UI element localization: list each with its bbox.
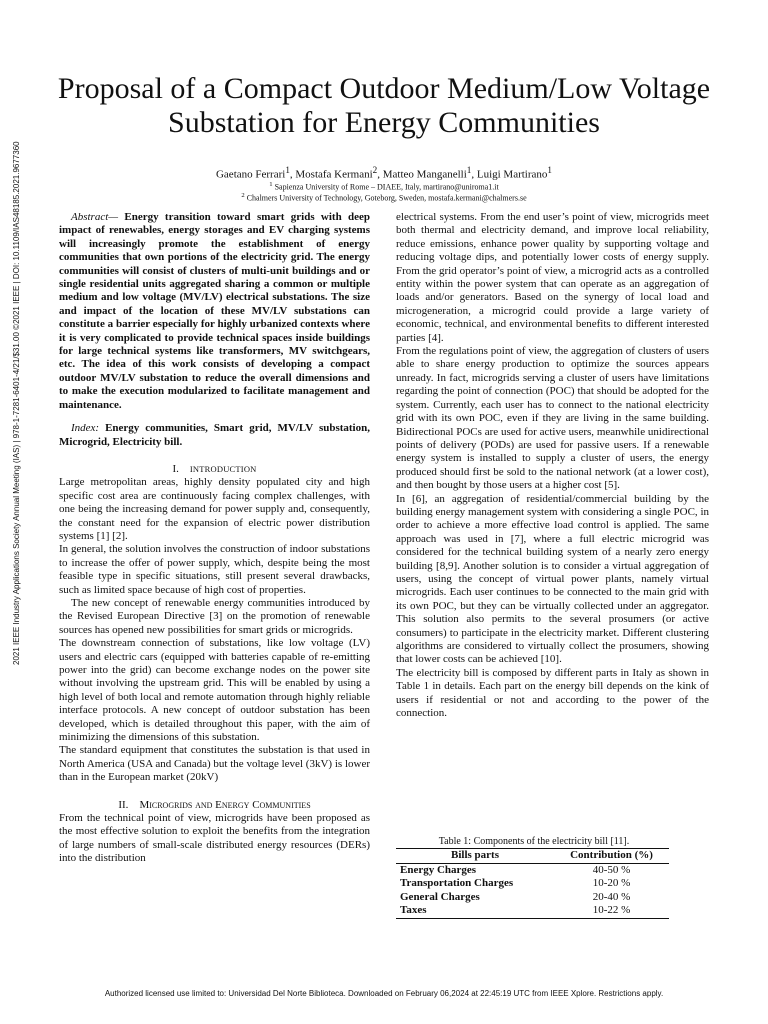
paper-title: Proposal of a Compact Outdoor Medium/Low Voltage Substation for Energy Communities	[57, 72, 711, 139]
table-row: General Charges 20-40 %	[400, 890, 631, 903]
index-terms: Index: Energy communities, Smart grid, MV/LV substation, Microgrid, Electricity bill.	[59, 422, 370, 448]
table-header: Bills parts	[396, 849, 554, 864]
intro-paragraph: The new concept of renewable energy communities introduced by the Revised European Directive [3] on the promotion of renewable sources has opened new possibilities for smart grids or microgrids.	[59, 596, 370, 636]
left-column	[59, 211, 370, 866]
intro-paragraph: The standard equipment that constitutes the substation is that used in North America (USA and Canada) but the voltage level (3kV) is lower than in the European market (20kV)	[59, 744, 370, 784]
table-caption: Table 1: Components of the electricity bill [11].	[438, 836, 630, 847]
table-row: Taxes 10-22 %	[396, 904, 669, 918]
license-footer: Authorized licensed use limited to: Universidad Del Norte Biblioteca. Downloaded on February 06,2024 at 22:45:19 UTC from IEEE Xplore. Restrictions apply.	[104, 989, 664, 998]
table-header: Contribution (%)	[554, 849, 669, 864]
intro-paragraph: The downstream connection of substations, like low voltage (LV) users and electric cars (equipped with batteries capable of re-emitting power into the grid) can become exchange nodes on the power site without involving the upstream grid. This will be enabled by using a high level of both local and remote automation through highly reliable interface protocols. A new concept of outdoor substation has been developed, which is detailed throughout this paper, with the aim of minimizing the dimensions of this substation.	[59, 637, 370, 744]
doi-sidebar: 2021 IEEE Industry Applications Society Annual Meeting (IAS) | 978-1-7281-6401-4/21/$31.00 ©2021 IEEE | DOI: 10.1109/IAS48185.2021.9677360	[12, 141, 21, 665]
author-name: Mostafa Kermani	[295, 168, 373, 181]
body-paragraph: From the regulations point of view, the aggregation of clusters of users able to share energy production to optimize the sources appears unready. In fact, microgrids serving a cluster of users have limitations regarding the point of connection (POC) that should be adopted for the system. Currently, each user has to connect to the national electricity grid with its own POC, even if they are living in the same building. Bidirectional POCs are used for active users, meanwhile unidirectional points of delivery (PODs) are used for passive users. If a renewable energy system is installed to supply a cluster of users, the energy produced should first be sold to the national network (at a lower cost), and then bought by those users at a higher cost [5].	[396, 345, 709, 492]
affiliation-2: $^2$ Chalmers University of Technology, Goteborg, Sweden, mostafa.kermani@chalmers.se	[241, 192, 527, 203]
body-paragraph: The electricity bill is composed by different parts in Italy as shown in Table 1 in details. Each part on the energy bill depends on the kink of users if residential or not and according to the power of the connection.	[396, 666, 709, 720]
right-column	[396, 211, 709, 720]
table-row: Transportation Charges 10-20 %	[400, 877, 631, 889]
section-heading-introduction: I. INTRODUCTION	[172, 462, 257, 475]
affiliation-1: $^1$ Sapienza University of Rome – DIAEE, Italy, martirano@uniroma1.it	[269, 181, 499, 192]
author-list: Gaetano Ferrari$^1$, Mostafa Kermani$^2$, Matteo Manganelli$^1$, Luigi Martirano$^1$	[215, 165, 552, 181]
microgrids-paragraph: From the technical point of view, microgrids have been proposed as the most effective solution to exploit the benefits from the integration of large numbers of small-scale distributed energy resources (DERs) into the distribution	[59, 812, 370, 865]
author-name: Luigi Martirano	[476, 168, 548, 181]
author-name: Matteo Manganelli	[382, 168, 467, 181]
body-paragraph: In [6], an aggregation of residential/commercial building by the building energy management system with considering a single POC, in order to achieve a more effective load control is applied. The same approach was used in [7], where a full electric microgrid was considered for the technical building system of a nearly zero energy building [8,9]. Another solution is to consider a virtual aggregation of users, using the concept of virtual power plants, namely virtual microgrids. Each user continues to be connected to the main grid with its own POC, but they can be virtually collected under an aggregator. This solution also permits to the several prosumers (or active consumers) to participate in the electricity market. Different clustering algorithms are considered to virtually collect the prosumers, showing that lower costs can be achieved [10].	[396, 492, 709, 666]
intro-paragraph: Large metropolitan areas, highly density populated city and high specific cost area are continuously facing complex challenges, with one being the increasing demand for power supply and, consequently, the constant need for the expansion of electric power distribution systems [1] [2].	[59, 476, 370, 542]
intro-paragraph: In general, the solution involves the construction of indoor substations to increase the offer of power supply, which, despite being the most feasible type in specific situations, still present several drawbacks, such as limited space because of high cost of properties.	[59, 543, 370, 596]
table-row: Energy Charges 40-50 %	[400, 863, 631, 876]
body-paragraph: electrical systems. From the end user’s point of view, microgrids meet both thermal and electricity demand, and improve local reliability, reduce emissions, enhance power quality by supporting voltage and reducing voltage dips, and potentially lower costs of energy supply. From the grid operator’s point of view, a microgrid acts as a controlled entity within the power system that can operate as an aggregation of loads and/or generators. Based on the synergy of local load and microgeneration, a microgrid could provide a large variety of economic, technical, and environmental benefits to different interested parties [4].	[396, 211, 709, 344]
abstract: Abstract— Energy transition toward smart grids with deep impact of renewables, energy storages and EV charging systems will increasingly promote the establishment of energy communities that own portions of the electricity grid. The energy communities will consist of clusters of multi-unit buildings and or single residential units aggregated sharing a common or multiple medium and low voltage (MV/LV) electrical substations. The size and impact of the location of these MV/LV substations can constitute a barrier especially for highly urbanized contexts where it is very complicated to provide technical spaces inside buildings for large technical systems like transformers, MV switchgears, etc. The idea of this work consists of developing a compact outdoor MV/LV substation to reduce the overall dimensions and to make the execution modularized to facilitate management and maintenance.	[59, 211, 370, 411]
section-heading-microgrids: II. Microgrids and Energy Communities	[118, 798, 311, 811]
bill-table	[396, 848, 669, 919]
author-name: Gaetano Ferrari	[215, 168, 286, 181]
table	[396, 848, 669, 919]
